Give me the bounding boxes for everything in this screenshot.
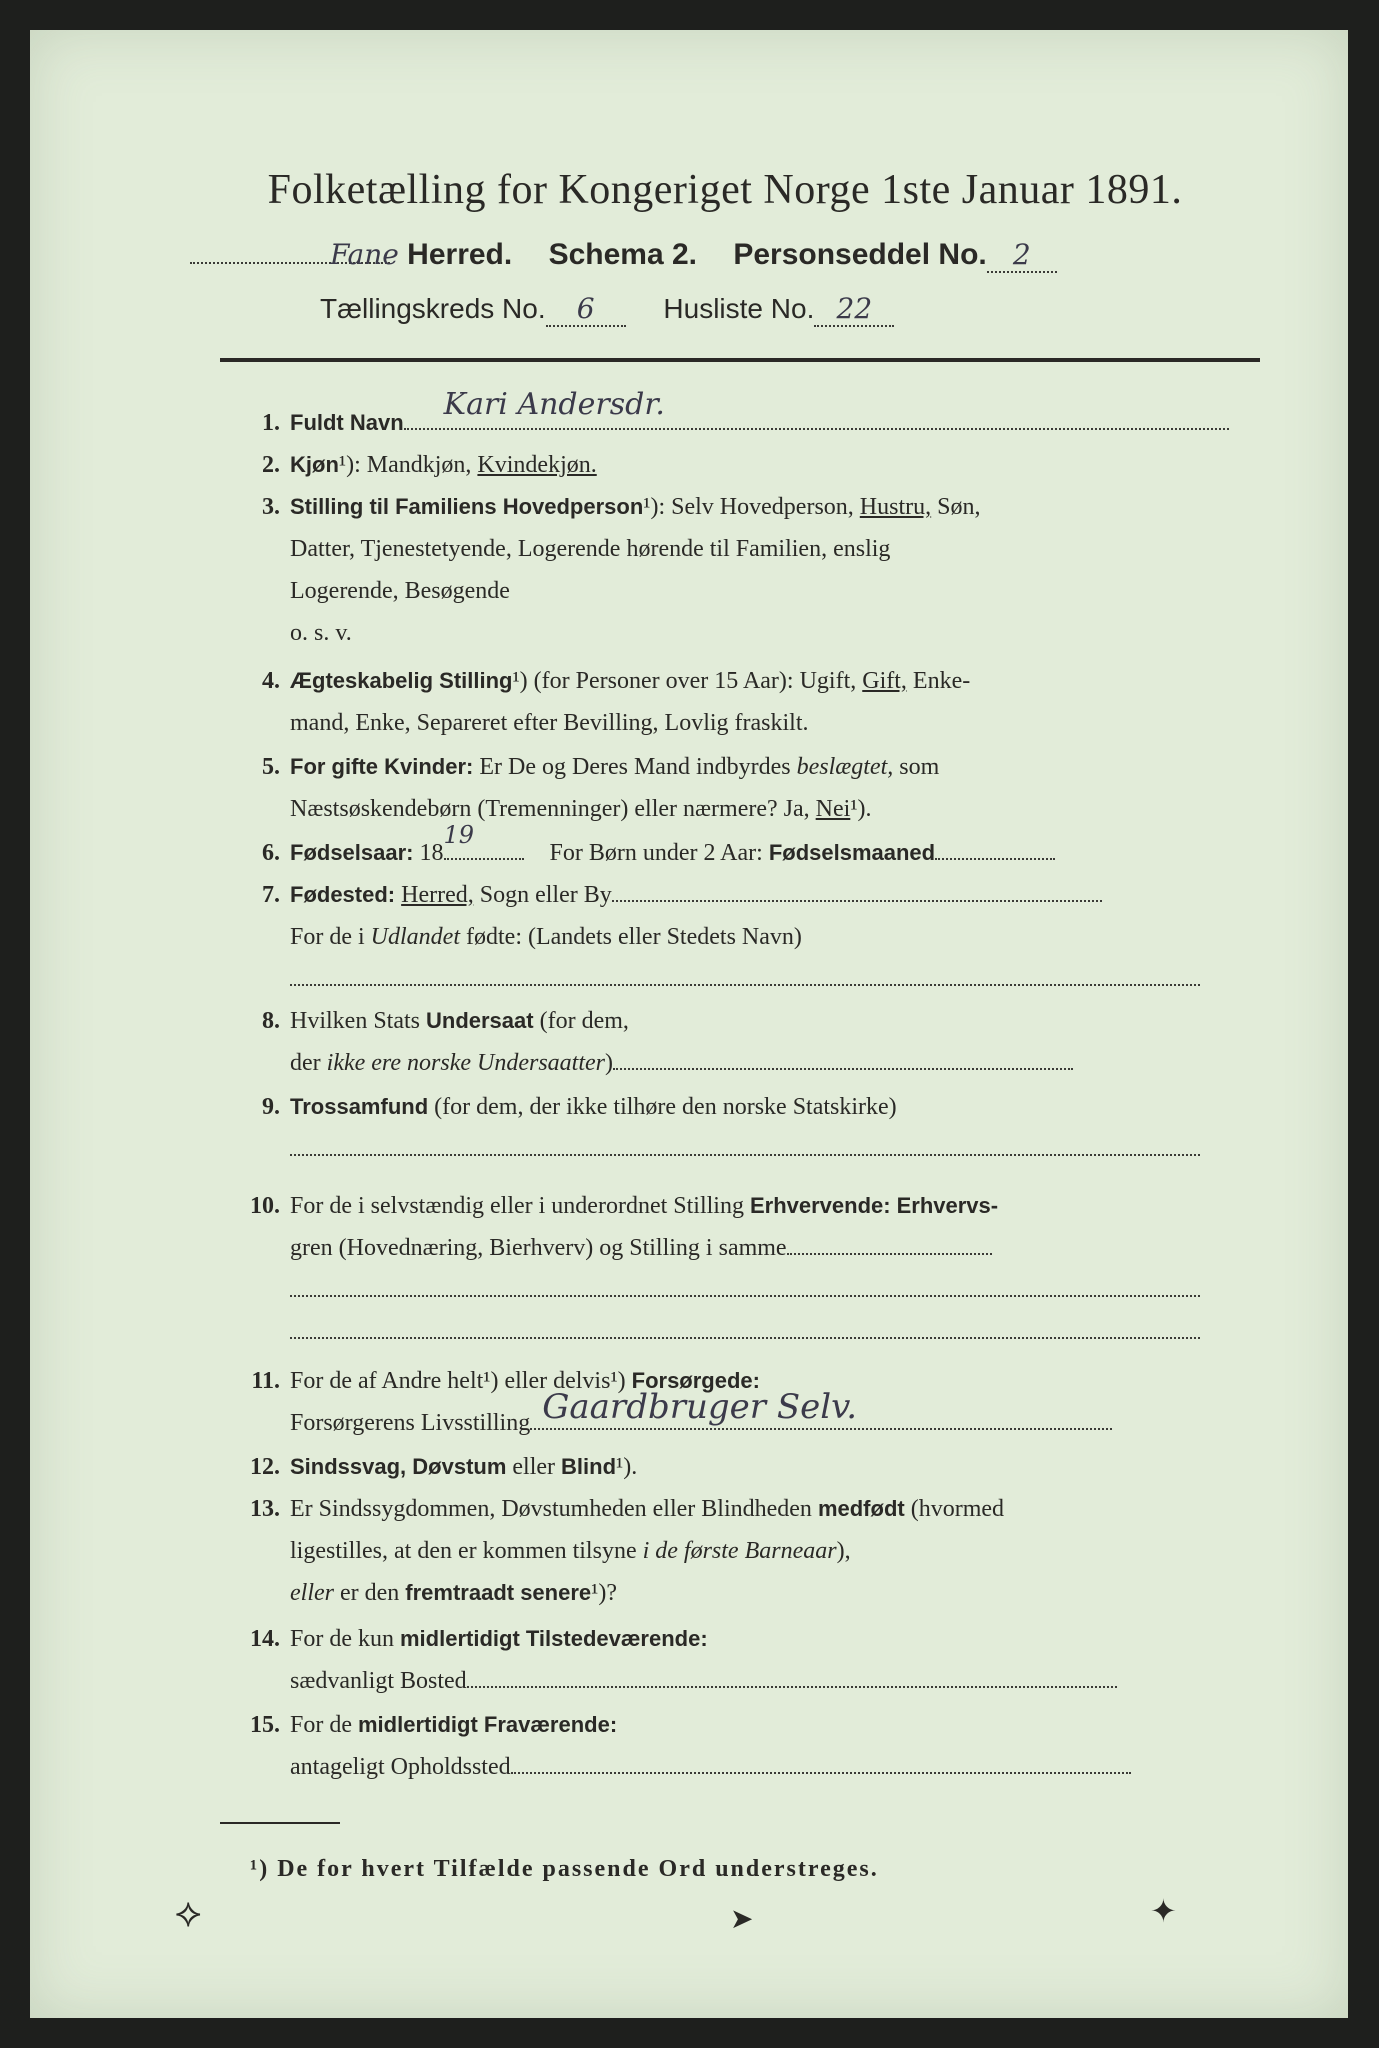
question-number: 13.	[250, 1496, 280, 1522]
personseddel-label: Personseddel No.	[733, 238, 987, 271]
question-10-line-1	[290, 1185, 1260, 1227]
option-text: Enke-	[912, 668, 971, 694]
question-text-italic: beslægtet,	[796, 754, 894, 780]
question-number: 9.	[262, 1094, 280, 1120]
kreds-label: Tællingskreds No.	[320, 293, 546, 324]
option-text: Søn,	[937, 494, 981, 520]
provider-field	[530, 1387, 1112, 1430]
birth-year-prefix: 18	[419, 840, 444, 866]
religion-label: Trossamfund	[290, 1094, 429, 1119]
residence-abroad-field	[511, 1772, 1131, 1774]
question-text: der	[290, 1050, 321, 1076]
marital-label: Ægteskabelig Stilling	[290, 668, 513, 693]
header-line-herred	[190, 238, 1260, 273]
occupation-label-cont: Erhvervs-	[896, 1193, 999, 1218]
occupation-field-3	[290, 1337, 1200, 1339]
husliste-number: 22	[814, 292, 894, 327]
question-9-line-2	[290, 1128, 1260, 1170]
temporary-absent-label: midlertidigt Fraværende:	[358, 1712, 618, 1737]
option-hustru: Hustru,	[859, 494, 932, 520]
kreds-number: 6	[546, 292, 626, 327]
birth-year-label: Fødselsaar:	[290, 840, 414, 865]
question-10-line-4	[290, 1311, 1260, 1353]
question-8-line-2	[290, 1042, 1260, 1084]
option-text: (for Personer over 15 Aar): Ugift,	[533, 668, 857, 694]
citizenship-label: Undersaat	[426, 1008, 534, 1033]
question-number: 6.	[262, 840, 280, 866]
question-14-body	[290, 1618, 1260, 1702]
arrow-mark-icon: ➤	[730, 1902, 754, 1935]
question-1-body	[290, 387, 1260, 444]
footnote: ¹) De for hvert Tilfælde passende Ord understreges.	[250, 1856, 879, 1882]
question-text: Er Sindssygdommen, Døvstumheden eller Blindheden	[290, 1496, 812, 1522]
question-text: gren (Hovednæring, Bierhverv) og Stilling i samme	[290, 1235, 787, 1261]
question-text-italic: eller	[290, 1580, 334, 1606]
question-number: 14.	[250, 1626, 280, 1652]
question-number: 12.	[250, 1454, 280, 1480]
question-text: Forsørgerens Livsstilling	[290, 1410, 531, 1436]
question-7-line-3	[290, 958, 1260, 1000]
question-text: fødte: (Landets eller Stedets Navn)	[466, 924, 802, 950]
question-3-body	[290, 486, 1260, 654]
question-text: For de	[290, 1712, 352, 1738]
provider-answer: Gaardbruger Selv.	[542, 1387, 858, 1427]
question-text: Næstsøskendebørn (Tremenninger) eller nærmere? Ja,	[290, 796, 810, 822]
question-3-line-4: o. s. v.	[290, 620, 352, 646]
question-3-line-1	[290, 486, 1260, 528]
footnote-rule	[220, 1822, 340, 1824]
footnote-ref: ¹)	[512, 668, 528, 694]
question-15-line-2	[290, 1746, 1260, 1788]
header-line-kreds	[320, 292, 1260, 327]
question-12-body	[290, 1446, 1260, 1488]
question-3-line-2: Datter, Tjenestetyende, Logerende hørende til Familien, enslig	[290, 536, 891, 562]
question-number: 3.	[262, 494, 280, 520]
question-14-line-1	[290, 1618, 1260, 1660]
full-name-answer: Kari Andersdr.	[443, 387, 665, 422]
temporary-present-label: midlertidigt Tilstedeværende:	[400, 1626, 708, 1651]
question-text-italic: Udlandet	[370, 924, 460, 950]
option-herred: Herred,	[401, 882, 474, 908]
question-15-body	[290, 1704, 1260, 1788]
question-8-line-1	[290, 1000, 1260, 1042]
question-3-line-3: Logerende, Besøgende	[290, 578, 510, 604]
question-text: (for dem, der ikke tilhøre den norske Statskirke)	[434, 1094, 897, 1120]
question-7-body	[290, 874, 1260, 1000]
question-number: 2.	[262, 452, 280, 478]
question-number: 11.	[251, 1368, 280, 1394]
sex-label: Kjøn	[290, 452, 339, 477]
question-text: ),	[836, 1538, 851, 1564]
question-text-italic: ikke ere norske Undersaatter	[326, 1050, 606, 1076]
footnote-ref: ¹).	[850, 796, 872, 822]
question-text: ¹) eller delvis	[483, 1368, 611, 1394]
sex-option-male: Mandkjøn,	[366, 452, 472, 478]
question-text: ligestilles, at den er kommen tilsyne	[290, 1538, 637, 1564]
footnote-ref: ¹)?	[591, 1580, 617, 1606]
question-7-line-1	[290, 874, 1260, 916]
occupation-label: Erhvervende:	[749, 1193, 891, 1218]
birth-year-answer: 19	[443, 821, 475, 849]
question-6-body	[290, 821, 1260, 874]
question-2-body	[290, 444, 1260, 486]
form-title: Folketælling for Kongeriget Norge 1ste Januar 1891.	[267, 167, 1183, 213]
question-number: 7.	[262, 882, 280, 908]
usual-residence-field	[467, 1686, 1117, 1688]
question-text: som	[899, 754, 940, 780]
question-5-line-2	[290, 788, 1260, 830]
blind-label: Blind	[561, 1454, 617, 1479]
disability-label: Sindssvag, Døvstum	[290, 1454, 507, 1479]
religion-field	[290, 1154, 1200, 1156]
question-7-line-2	[290, 916, 1260, 958]
footnote-ref: ¹):	[643, 494, 666, 520]
birthplace-field	[612, 900, 1102, 902]
full-name-field	[404, 387, 1229, 430]
question-13-line-2	[290, 1530, 1260, 1572]
question-text: (hvormed	[910, 1496, 1005, 1522]
question-9-line-1	[290, 1086, 1260, 1128]
question-14-line-2	[290, 1660, 1260, 1702]
question-text: er den	[339, 1580, 400, 1606]
birth-month-field	[935, 858, 1055, 860]
sex-option-female: Kvindekjøn.	[477, 452, 597, 478]
question-text: For de kun	[290, 1626, 394, 1652]
question-15-line-1	[290, 1704, 1260, 1746]
question-number: 4.	[262, 668, 280, 694]
congenital-label: medfødt	[817, 1496, 905, 1521]
question-4-line-2: mand, Enke, Separeret efter Bevilling, Lovlig fraskilt.	[290, 710, 809, 736]
question-number: 5.	[262, 754, 280, 780]
herred-handwritten: Fane	[330, 238, 399, 271]
question-11-body	[290, 1360, 1260, 1444]
schema-label: Schema 2.	[548, 238, 697, 271]
position-label: Stilling til Familiens Hovedperson	[290, 494, 644, 519]
option-nei: Nei	[815, 796, 851, 822]
question-10-line-2	[290, 1227, 1260, 1269]
question-8-body	[290, 1000, 1260, 1084]
question-13-line-1	[290, 1488, 1260, 1530]
foreign-birthplace-field	[290, 984, 1200, 986]
question-text: Er De og Deres Mand indbyrdes	[479, 754, 791, 780]
question-text: antageligt Opholdssted	[290, 1754, 511, 1780]
citizenship-field	[613, 1068, 1073, 1070]
question-number: 10.	[250, 1193, 280, 1219]
question-10-line-3	[290, 1269, 1260, 1311]
occupation-field	[787, 1253, 992, 1255]
header-rule	[220, 358, 1260, 362]
occupation-field-2	[290, 1295, 1200, 1297]
question-text: sædvanligt Bosted	[290, 1668, 467, 1694]
birth-month-label: Fødselsmaaned	[768, 840, 936, 865]
footnote-ref: ¹)	[610, 1368, 626, 1394]
question-text-italic: i de første Barneaar	[642, 1538, 837, 1564]
question-13-line-3	[290, 1572, 1260, 1614]
question-number: 15.	[250, 1712, 280, 1738]
star-mark-icon: ✦	[1150, 1892, 1177, 1930]
question-5-line-1	[290, 746, 1260, 788]
footnote-ref: ¹).	[616, 1454, 638, 1480]
married-women-label: For gifte Kvinder:	[290, 754, 474, 779]
question-number: 1.	[262, 410, 280, 436]
later-onset-label: fremtraadt senere	[405, 1580, 592, 1605]
question-text: Hvilken Stats	[290, 1008, 420, 1034]
question-4-body	[290, 660, 1260, 744]
birthplace-label: Fødested:	[290, 882, 396, 907]
question-number: 8.	[262, 1008, 280, 1034]
footnote-ref: ¹):	[338, 452, 361, 478]
question-13-body	[290, 1488, 1260, 1614]
question-text: )	[605, 1050, 614, 1076]
question-text: Sogn eller By	[479, 882, 612, 908]
question-9-body	[290, 1086, 1260, 1170]
question-text: For de i selvstændig eller i underordnet Stilling	[290, 1193, 744, 1219]
corner-mark-icon: ⟡	[175, 1890, 202, 1936]
census-form-sheet	[30, 30, 1348, 2018]
birth-year-field	[443, 821, 524, 860]
question-text: eller	[512, 1454, 556, 1480]
question-10-body	[290, 1185, 1260, 1353]
question-5-body	[290, 746, 1260, 830]
question-text: For Børn under 2 Aar:	[549, 840, 763, 866]
question-text: For de af Andre helt	[290, 1368, 484, 1394]
question-text: (for dem,	[539, 1008, 629, 1034]
personseddel-number: 2	[987, 238, 1057, 273]
question-4-line-1	[290, 660, 1260, 702]
dependent-label: Forsørgede:	[631, 1368, 760, 1393]
option-text: Selv Hovedperson,	[671, 494, 854, 520]
herred-label: Herred.	[407, 238, 513, 271]
husliste-label: Husliste No.	[663, 293, 815, 324]
question-text: For de i	[290, 924, 365, 950]
option-gift: Gift,	[862, 668, 907, 694]
question-11-line-2	[290, 1387, 1260, 1444]
full-name-label: Fuldt Navn	[290, 410, 404, 435]
